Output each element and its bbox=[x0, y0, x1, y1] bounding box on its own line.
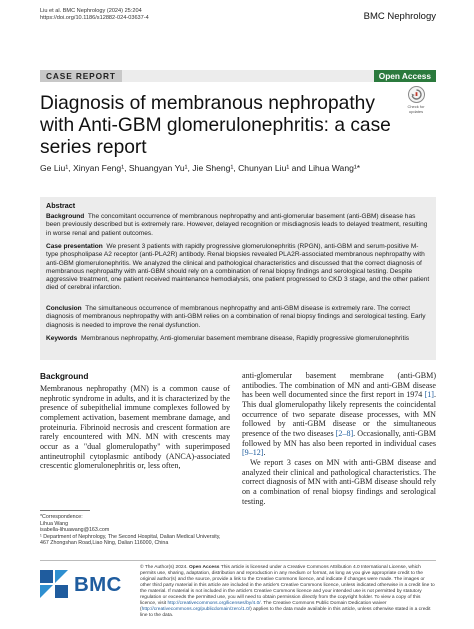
journal-name: BMC Nephrology bbox=[363, 11, 436, 22]
body-paragraph-left: Membranous nephropathy (MN) is a common cause of nephrotic syndrome in adults, and it is characterized by the presence of subepithelial immune complexes followed by complement activation, basement membrane damage, and proteinuria. Fibrinoid necrosis and crescent formation are rarely encountered with MN. MN with crescents may occur as a "dual glomerulopathy" with superimposed antineutrophil cytoplasmic antibody (ANCA)-associated crescentic glomerulonephritis or, less often, bbox=[40, 384, 230, 471]
abstract-background-label: Background bbox=[46, 213, 85, 220]
author-list: Ge Liu¹, Xinyan Feng¹, Shuangyan Yu¹, Jie Sheng¹, Chunyan Liu¹ and Lihua Wang¹* bbox=[40, 163, 361, 173]
article-type-band bbox=[40, 70, 436, 82]
body-paragraph-right-2: We report 3 cases on MN with anti-GBM disease and analyzed their clinical and pathological characteristics. The correct diagnosis of MN with anti-GBM disease should rely on a combination of renal biopsy findings and serological testing. bbox=[242, 457, 436, 506]
footer-divider bbox=[40, 560, 436, 561]
abstract-box bbox=[40, 197, 436, 360]
author-affiliation: ¹ Department of Nephrology, The Second Hospital, Dalian Medical University, 467 Zhongshan Road,Liao Ning, Dalian 116000, China bbox=[40, 533, 221, 547]
body-left-column bbox=[40, 371, 230, 471]
footnote-divider bbox=[40, 510, 90, 511]
running-header-citation bbox=[40, 8, 149, 22]
check-for-updates-badge[interactable] bbox=[401, 86, 431, 116]
article-type-label: CASE REPORT bbox=[40, 70, 122, 82]
bmc-logo-wordmark: BMC bbox=[74, 573, 122, 596]
doi-link[interactable]: https://doi.org/10.1186/s12882-024-03637-4 bbox=[40, 15, 149, 22]
correspondence-footnote bbox=[40, 514, 230, 547]
corresponding-author: Lihua Wang bbox=[40, 520, 69, 527]
reference-link[interactable]: [2–8] bbox=[335, 428, 354, 438]
bmc-logo-icon bbox=[40, 570, 70, 598]
abstract-case-text: We present 3 patients with rapidly progressive glomerulonephritis (RPGN), anti-GBM and serum-positive M-type phospholipase A2 receptor (anti-PLA2R) antibody. Renal biopsies revealed PLA2R-associated membranous nephropathy with anti-GBM glomerulonephritis. We analyzed the clinical and pathological characteristics and discussed that the correct diagnosis of membranous nephropathy with anti-GBM should rely on a combination of renal biopsy findings and serological testing. Despite aggressive treatment, one patient received maintenance hemodialysis, one patient progressed to CKD 3 stage, and the other patient died of cerebral infarction. bbox=[46, 243, 430, 292]
reference-link[interactable]: [1] bbox=[424, 390, 434, 400]
abstract-heading: Abstract bbox=[46, 201, 76, 210]
abstract-background-text: The concomitant occurrence of membranous nephropathy and anti-glomerular basement (anti-GBM) disease has been previously described but is extremely rare. However, delayed recognition or misdiagnosis leads to delayed treatment, resulting in worse renal and patient outcomes. bbox=[46, 213, 428, 237]
check-for-updates-label: Check for updates bbox=[407, 104, 425, 114]
footnote-label: *Correspondence: bbox=[40, 514, 83, 520]
body-right-column bbox=[242, 371, 436, 506]
abstract-case-label: Case presentation bbox=[46, 243, 103, 250]
corresponding-email[interactable]: isabella-lihuawang@163.com bbox=[40, 527, 110, 534]
check-for-updates-icon bbox=[408, 86, 425, 103]
public-domain-link[interactable]: http://creativecommons.org/publicdomain/zero/1.0/ bbox=[141, 607, 251, 613]
license-link[interactable]: http://creativecommons.org/licenses/by/4.0/ bbox=[167, 601, 261, 607]
open-access-badge: Open Access bbox=[374, 70, 436, 82]
abstract-keywords-label: Keywords bbox=[46, 335, 78, 342]
reference-link[interactable]: [9–12] bbox=[242, 448, 264, 458]
abstract-background bbox=[46, 213, 430, 238]
abstract-conclusion-text: The simultaneous occurrence of membranous nephropathy and anti-GBM disease is extremely rare. The correct diagnosis of membranous nephropathy with anti-GBM relies on a combination of renal biopsy findings and serological testing. Early diagnosis is needed to improve the renal dysfunction. bbox=[46, 305, 426, 329]
abstract-keywords bbox=[46, 335, 430, 343]
citation-line: Liu et al. BMC Nephrology (2024) 25:204 bbox=[40, 8, 142, 14]
bmc-logo bbox=[40, 570, 132, 598]
abstract-conclusion bbox=[46, 305, 430, 330]
abstract-conclusion-label: Conclusion bbox=[46, 305, 82, 312]
article-title: Diagnosis of membranous nephropathy with Anti-GBM glomerulonephritis: a case series report bbox=[40, 93, 391, 158]
abstract-keywords-text: Membranous nephropathy, Anti-glomerular basement membrane disease, Rapidly progressive glomerulonephritis bbox=[80, 335, 410, 342]
abstract-case bbox=[46, 243, 430, 293]
section-title-background: Background bbox=[40, 371, 89, 381]
license-statement: © The Author(s) 2024. Open Access This article is licensed under a Creative Commons Attribution 4.0 International License, which permits use, sharing, adaptation, distribution and reproduction in any medium or format, as long as you give appropriate credit to the original author(s) and the source, provide a link to the Creative Commons licence, and indicate if changes were made. The images or other third party material in this article are included in the article's Creative Commons licence, unless indicated otherwise in a credit line to the material. If material is not included in the article's Creative Commons licence and your intended use is not permitted by statutory regulation or exceeds the permitted use, you will need to obtain permission directly from the copyright holder. To view a copy of this licence, visit http://creativecommons.org/licenses/by/4.0/. The Creative Commons Public Domain Dedication waiver (http://creativecommons.org/publicdomain/zero/1.0/) applies to the data made available in this article, unless otherwise stated in a credit line to the data. bbox=[140, 565, 435, 619]
body-paragraph-right-1: anti-glomerular basement membrane (anti-GBM) antibodies. The combination of MN and anti-GBM disease has been well documented since the first report in 1974 [1]. This dual glomerulopathy likely represents the coincidental occurrence of two separate disease processes, with MN followed by anti-GBM disease or the simultaneous presence of the two diseases [2–8]. Occasionally, anti-GBM followed by MN has also been reported in individual cases [9–12]. bbox=[242, 371, 436, 458]
